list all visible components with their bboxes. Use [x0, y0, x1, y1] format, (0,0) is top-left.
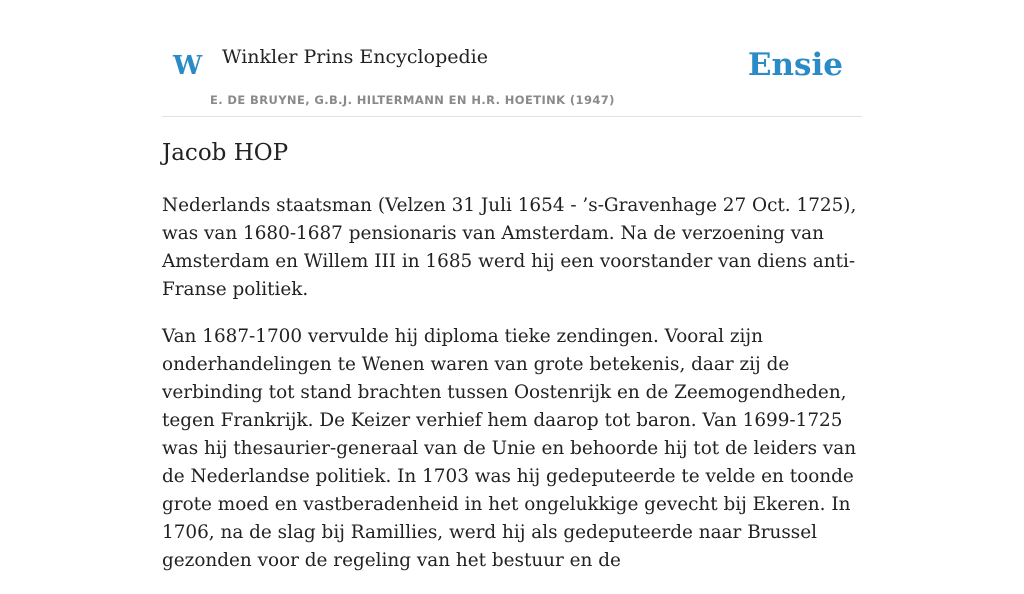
- publication-authors: E. DE BRUYNE, G.B.J. HILTERMANN EN H.R. HOETINK (1947): [210, 93, 615, 107]
- page-header: [162, 0, 862, 117]
- article-paragraph: Van 1687-1700 vervulde hij diploma tieke zendingen. Vooral zijn onderhandelingen te Wenen waren van grote betekenis, daar zij de verbinding tot stand brachten tussen Oostenrijk en de Zeemogendheden, tegen Frankrijk. De Keizer verhief hem daarop tot baron. Van 1699-1725 was hij thesaurier-generaal van de Unie en behoorde hij tot de leiders van de Nederlandse politiek. In 1703 was hij gedeputeerde te velde en toonde grote moed en vastberadenheid in het ongelukkige gevecht bij Ekeren. In 1706, na de slag bij Ramillies, werd hij als gedeputeerde naar Brussel gezonden voor de regeling van het bestuur en de: [162, 326, 857, 571]
- publication-title: Winkler Prins Encyclopedie: [222, 46, 488, 68]
- winkler-prins-logo-icon: W: [173, 51, 203, 81]
- ensie-logo[interactable]: Ensie: [747, 47, 843, 83]
- article-body: [162, 192, 874, 594]
- article-title: Jacob HOP: [162, 140, 289, 166]
- article-paragraph: Nederlands staatsman (Velzen 31 Juli 1654 - ’s-Gravenhage 27 Oct. 1725), was van 1680-1687 pensionaris van Amsterdam. Na de verzoening van Amsterdam en Willem III in 1685 werd hij een voorstander van diens anti-Franse politiek.: [162, 195, 857, 300]
